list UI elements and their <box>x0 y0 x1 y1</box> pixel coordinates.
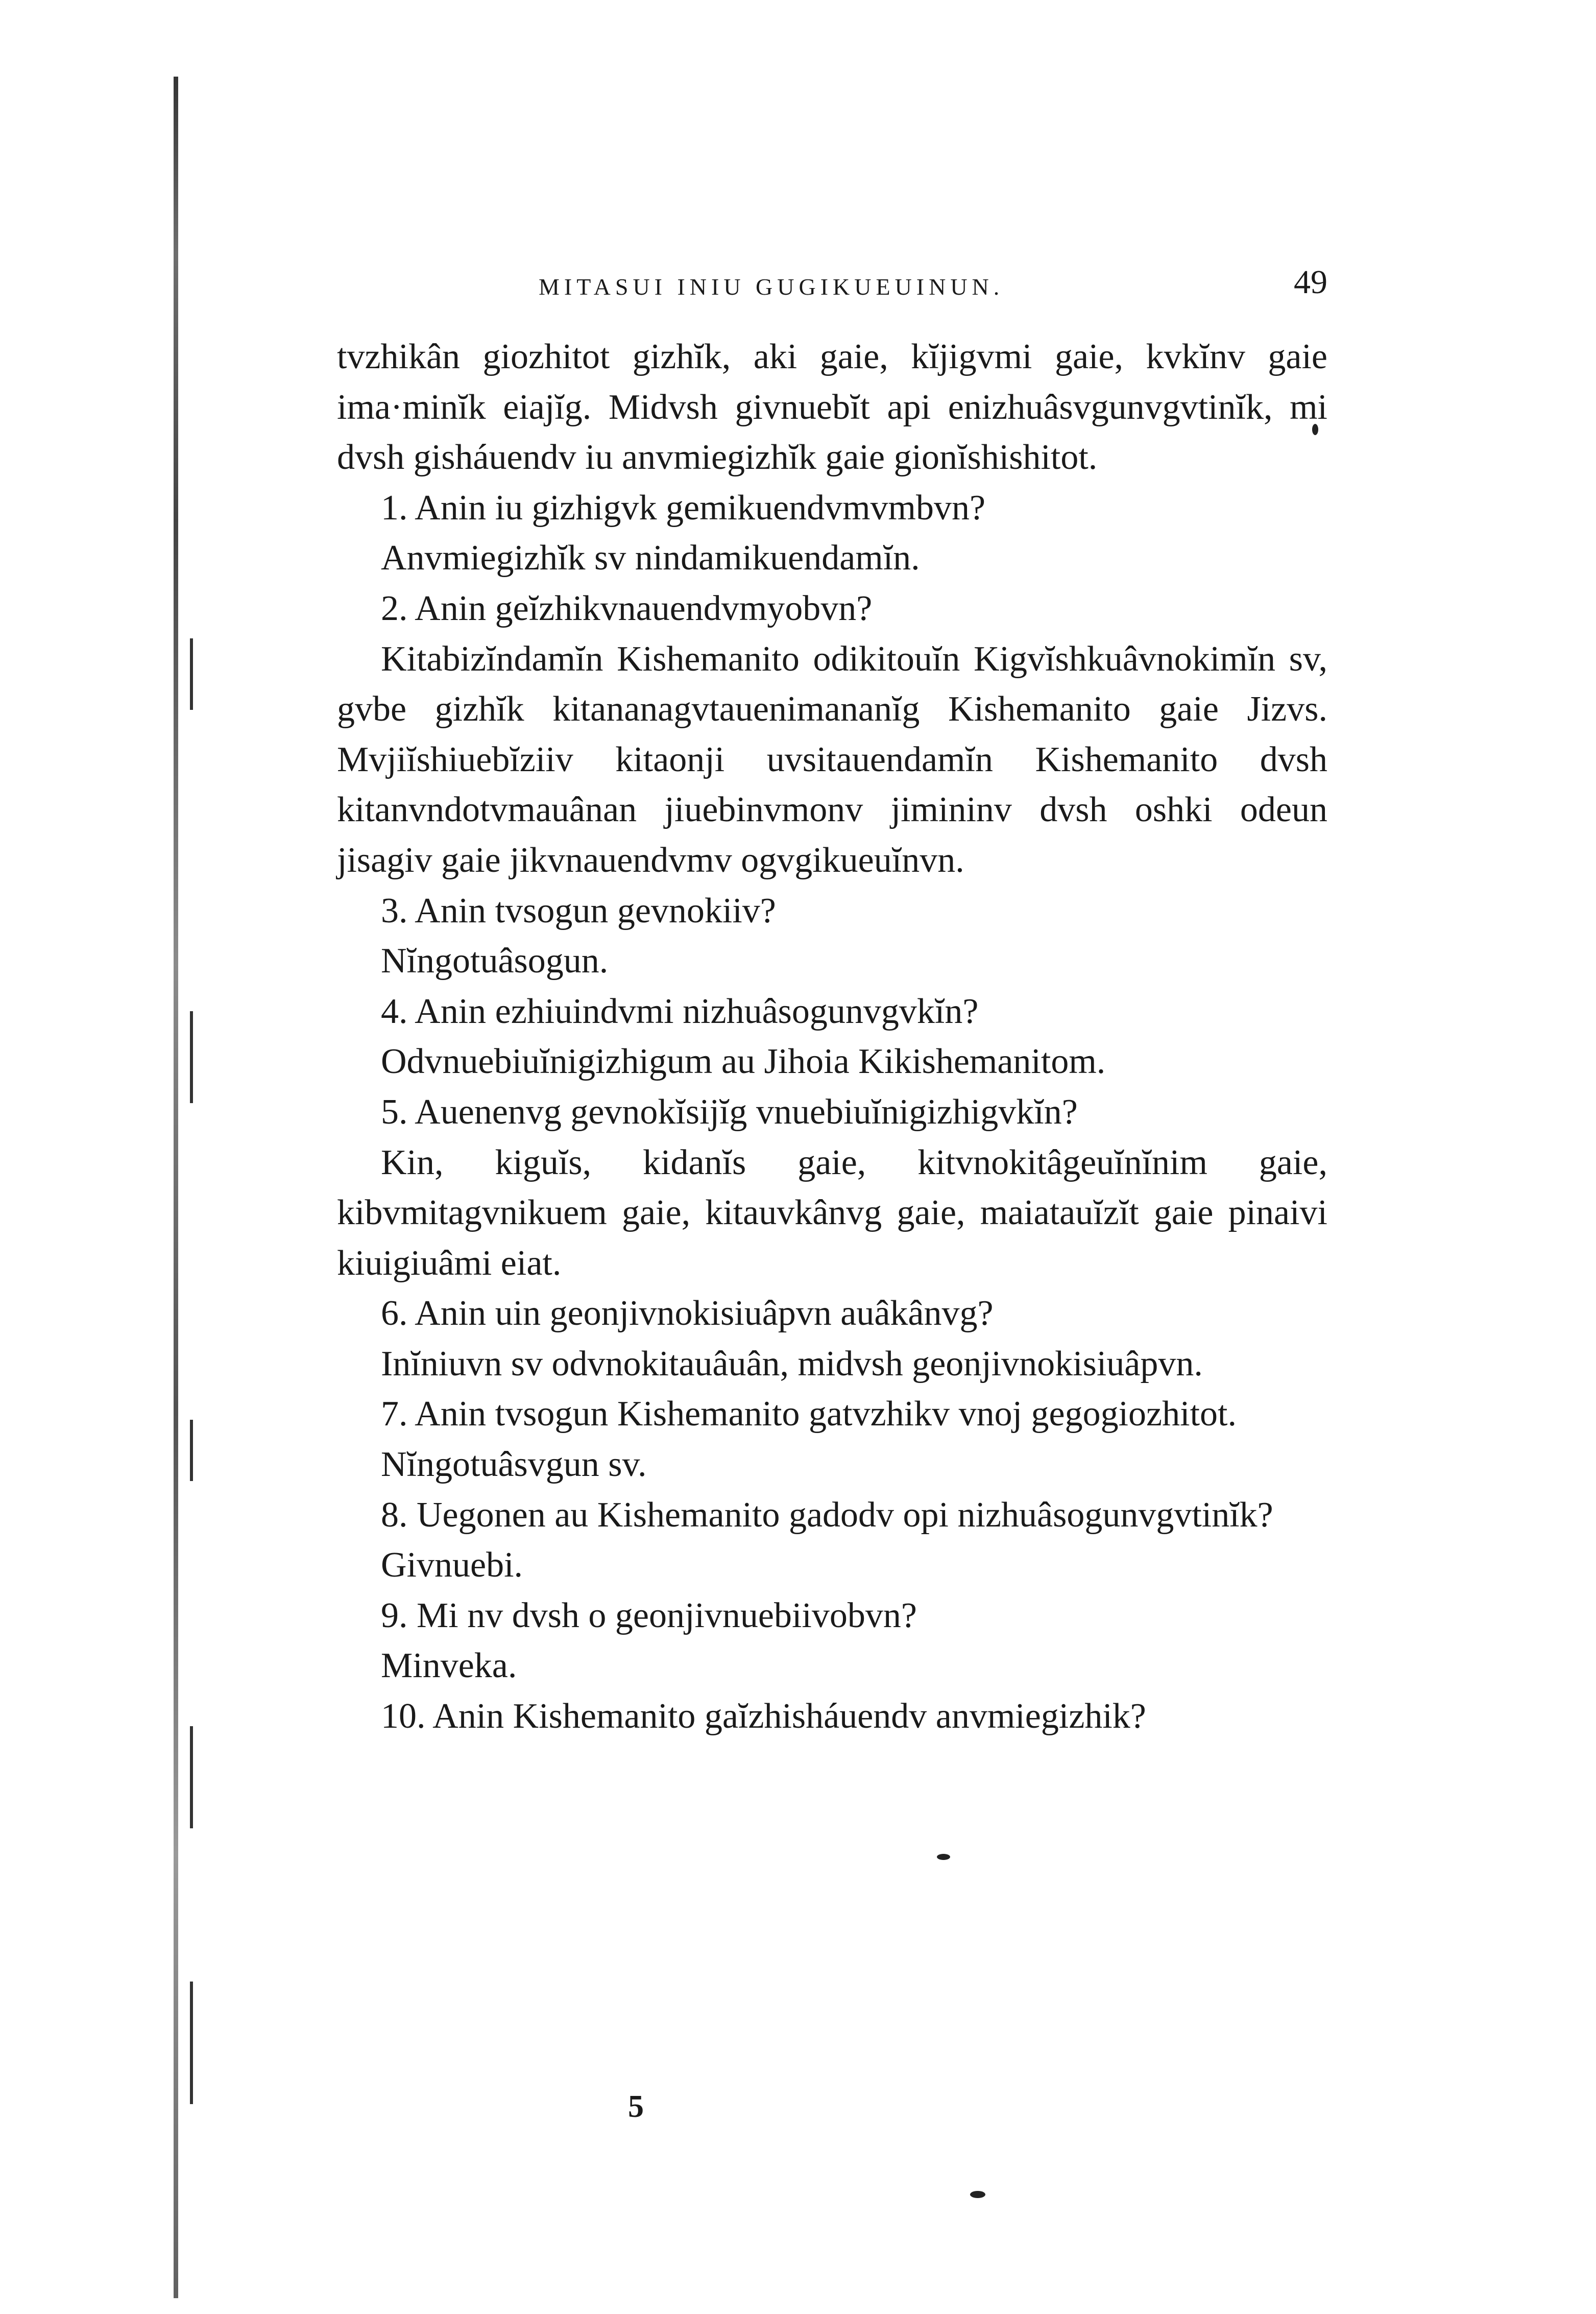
signature-mark: 5 <box>628 2089 644 2124</box>
question: 4. Anin ezhiuindvmi nizhuâsogunvgvkĭn? <box>381 991 979 1031</box>
ink-speck <box>937 1854 950 1860</box>
question: 9. Mi nv dvsh o geonjivnuebiivobvn? <box>381 1595 917 1635</box>
answer: Nĭngotuâsogun. <box>381 941 609 981</box>
question: 10. Anin Kishemanito gaĭzhisháuendv anvmiegizhik? <box>381 1697 1146 1736</box>
page-number: 49 <box>1294 264 1327 301</box>
binding-edge <box>174 77 178 2298</box>
paragraph: tvzhikân giozhitot gizhĭk, aki gaie, kĭjigvmi gaie, kvkĭnv gaie ima·minĭk eiajĭg. Midvsh givnuebĭt api enizhuâsvgunvgvtinĭk, mi dvsh gisháuendv iu anvmiegizhĭk gaie gionĭshishitot. <box>337 337 1327 478</box>
binding-mark <box>190 638 193 710</box>
question: 2. Anin geĭzhikvnauendvmyobvn? <box>381 588 873 628</box>
answer: Givnuebi. <box>381 1545 523 1585</box>
running-head: MITASUI INIU GUGIKUEUINUN. <box>539 274 1004 300</box>
answer: Kin, kiguĭs, kidanĭs gaie, kitvnokitâgeuĭnĭnim gaie, kibvmitagvnikuem gaie, kitauvkânvg gaie, maiatauĭzĭt gaie pinaivi kiuigiuâmi eiat. <box>337 1142 1327 1283</box>
answer: Anvmiegizhĭk sv nindamikuendamĭn. <box>381 538 920 578</box>
answer: Kitabizĭndamĭn Kishemanito odikitouĭn Kigvĭshkuâvnokimĭn sv, gvbe gizhĭk kitananagvtauenimananĭg Kishemanito gaie Jizvs. Mvjiĭshiuebĭziiv kitaonji uvsitauendamĭn Kishemanito dvsh kitanvndotvmauânan jiuebinvmonv jimininv dvsh oshki odeun jisagiv gaie jikvnauendvmv ogvgikueuĭnvn. <box>337 639 1327 880</box>
ink-speck <box>970 2191 985 2198</box>
question: 7. Anin tvsogun Kishemanito gatvzhikv vnoj gegogiozhitot. <box>381 1394 1237 1434</box>
answer: Odvnuebiuĭnigizhigum au Jihoia Kikishemanitom. <box>381 1042 1106 1082</box>
question: 1. Anin iu gizhigvk gemikuendvmvmbvn? <box>381 488 986 528</box>
binding-mark <box>190 1420 193 1481</box>
answer: Nĭngotuâsvgun sv. <box>381 1445 647 1485</box>
binding-mark <box>190 1011 193 1103</box>
question: 6. Anin uin geonjivnokisiuâpvn auâkânvg? <box>381 1294 994 1333</box>
body-text <box>337 332 1327 1742</box>
question: 8. Uegonen au Kishemanito gadodv opi nizhuâsogunvgvtinĭk? <box>381 1495 1273 1535</box>
page-header <box>337 263 1327 314</box>
question: 3. Anin tvsogun gevnokiiv? <box>381 891 776 931</box>
answer: Minveka. <box>381 1646 517 1686</box>
binding-mark <box>190 1982 193 2104</box>
question: 5. Auenenvg gevnokĭsijĭg vnuebiuĭnigizhigvkĭn? <box>381 1092 1078 1132</box>
binding-mark <box>190 1726 193 1828</box>
answer: Inĭniuvn sv odvnokitauâuân, midvsh geonjivnokisiuâpvn. <box>381 1344 1203 1383</box>
